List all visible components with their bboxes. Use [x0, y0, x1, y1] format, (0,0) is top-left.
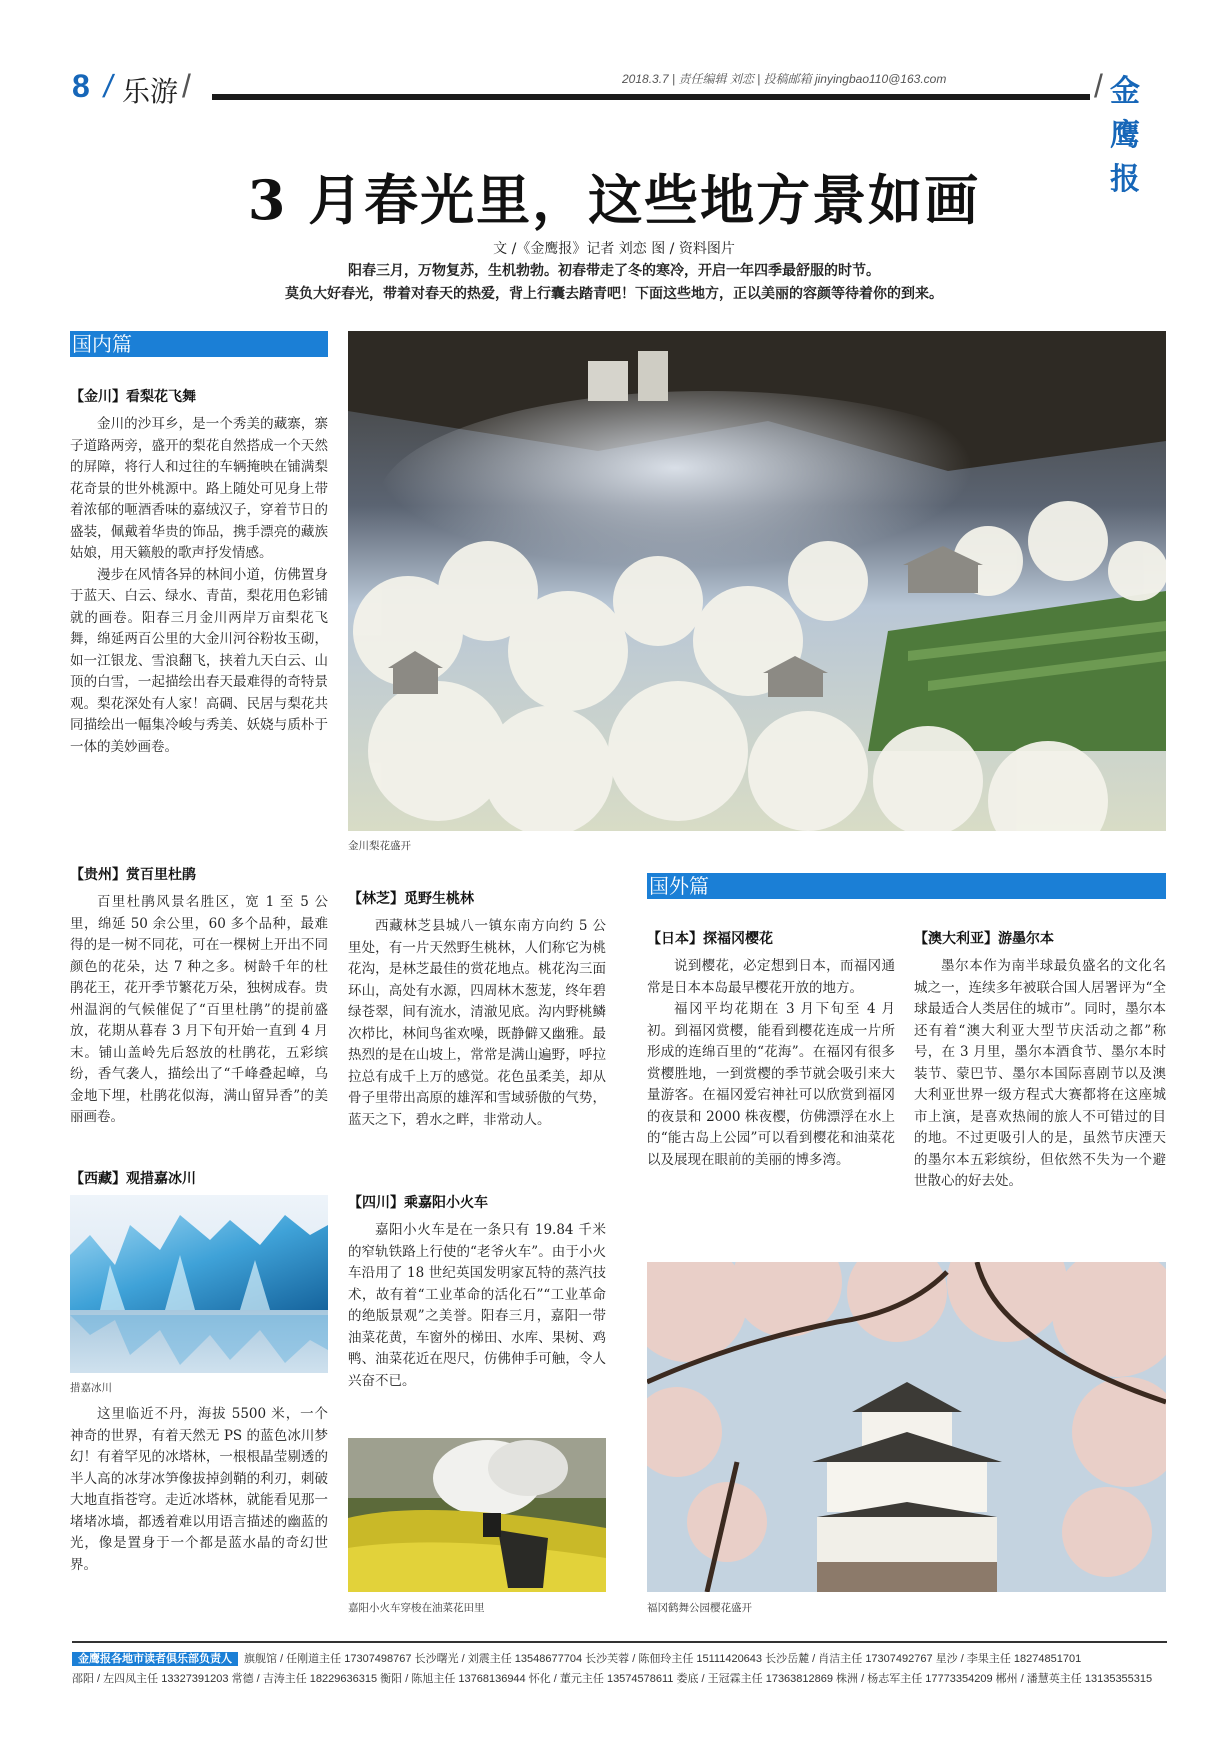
subhead-title: 觅野生桃林 [404, 891, 474, 907]
subhead-title: 看梨花飞舞 [126, 389, 196, 405]
paragraph: 福冈平均花期在 3 月下旬至 4 月初。到福冈赏樱，能看到樱花连成一片所形成的连绵百里的“花海”。在福冈有很多赏樱胜地，一到赏樱的季节就会吸引来大量游客。在福冈爱宕神社可以欣赏到福冈的夜景和 2000 株夜樱，仿佛漂浮在水上的“能古岛上公园”可以看到樱花和油菜花以及展现在眼前的美丽的博多湾。 [647, 1001, 895, 1168]
page-header [72, 62, 1167, 197]
fukuoka-castle-photo [647, 1262, 1166, 1592]
tibet-heading [70, 1168, 196, 1188]
region-tag: 【澳大利亚】 [914, 931, 998, 947]
japan-heading [647, 928, 773, 948]
paragraph: 百里杜鹃风景名胜区，宽 1 至 5 公里，绵延 50 余公里，60 多个品种，最难得的是一树不同花，可在一棵树上开出不同颜色的花朵，达 7 种之多。树龄千年的杜鹃花王，花开季节繁花万朵，独树成春。贵州温润的气候催促了“百里杜鹃”的提前盛放，花期从暮春 3 月下旬开始一直到 4 月末。铺山盖岭先后怒放的杜鹃花，五彩缤纷，香气袭人，描绘出了“千峰叠起嶂，乌金地下埋，杜鹃花似海，满山留异香”的美丽画卷。 [70, 894, 328, 1125]
subhead-title: 探福冈樱花 [703, 931, 773, 947]
paragraph: 漫步在风情各异的林间小道，仿佛置身于蓝天、白云、绿水、青苗，梨花用色彩铺就的画卷。阳春三月金川两岸万亩梨花飞舞，绵延两百公里的大金川河谷粉妆玉砌，如一江银龙、雪浪翻飞，挟着九天白云、山顶的白雪，一起描绘出春天最难得的奇特景观。梨花深处有人家！高碉、民居与梨花共同描绘出一幅集冷峻与秀美、妖娆与质朴于一体的美妙画卷。 [70, 566, 328, 755]
region-tag: 【四川】 [348, 1195, 404, 1211]
byline: 文 /《金鹰报》记者 刘恋 图 / 资料图片 [493, 241, 735, 257]
article-intro [0, 260, 1228, 306]
paragraph: 金川的沙耳乡，是一个秀美的藏寨，寨子道路两旁，盛开的梨花自然搭成一个天然的屏障，将行人和过往的车辆掩映在铺满梨花奇景的世外桃源中。路上随处可见身上带着浓郁的咂酒香味的嘉绒汉子，穿着节日的盛装，佩戴着华贵的饰品，携手漂亮的藏族姑娘，用天籁般的歌声抒发情感。 [70, 416, 328, 561]
divider: / [100, 68, 117, 104]
guizhou-heading [70, 864, 196, 884]
japan-body [647, 956, 895, 1171]
australia-heading [914, 928, 1054, 948]
region-tag: 【贵州】 [70, 867, 126, 883]
nyingchi-heading [348, 888, 474, 908]
guizhou-body [70, 892, 328, 1129]
footer-rule [72, 1641, 1167, 1643]
nyingchi-body [348, 916, 606, 1131]
abroad-banner: 国外篇 [647, 873, 1166, 899]
jinchuan-heading [70, 386, 196, 406]
paragraph: 墨尔本作为南半球最负盛名的文化名城之一，连续多年被联合国人居署评为“全球最适合人类居住的城市”。同时，墨尔本还有着“澳大利亚大型节庆活动之都”称号，在 3 月里，墨尔本酒食节、墨尔本时装节、蒙巴节、墨尔本国际喜剧节以及澳大利亚世界一级方程式大赛都将在这座城市上演，是喜欢热闹的旅人不可错过的目的地。不过更吸引人的是，虽然节庆湮天的墨尔本五彩缤纷，但依然不失为一个避世散心的好去处。 [914, 958, 1166, 1189]
photo-caption: 嘉阳小火车穿梭在油菜花田里 [348, 1602, 485, 1614]
divider: / [182, 68, 191, 104]
brand-logo: 金鹰报 [1110, 74, 1139, 197]
region-tag: 【金川】 [70, 389, 126, 405]
photo-caption: 福冈鹤舞公园樱花盛开 [647, 1602, 752, 1614]
article-title: 3 月春光里，这些地方景如画 [247, 168, 981, 232]
sichuan-body [348, 1220, 606, 1392]
region-tag: 【西藏】 [70, 1171, 126, 1187]
photo-caption: 措嘉冰川 [70, 1382, 112, 1394]
page-number: 8 [72, 68, 90, 104]
divider: / [1094, 68, 1103, 104]
footer-label: 金鹰报各地市读者俱乐部负责人 [72, 1652, 238, 1666]
section-name: 乐游 [122, 75, 179, 108]
intro-line: 莫负大好春光，带着对春天的热爱，背上行囊去踏青吧！下面这些地方，正以美丽的容颜等待着你的到来。 [285, 286, 943, 302]
paragraph: 这里临近不丹，海拔 5500 米，一个神奇的世界，有着天然无 PS 的蓝色冰川梦幻！有着罕见的冰塔林，一根根晶莹剔透的半人高的冰芽冰笋像拔掉剑鞘的利刃，刺破大地直指苍穹。走近冰塔林，就能看见那一堵堵冰墙，都透着难以用语言描述的幽蓝的光，像是置身于一个都是蓝水晶的奇幻世界。 [70, 1406, 328, 1573]
issue-meta: 2018.3.7 | 责任编辑 刘恋 | 投稿邮箱 jinyingbao110@163.com [622, 72, 947, 86]
subhead-title: 观措嘉冰川 [126, 1171, 196, 1187]
footer-contacts: 邵阳 / 左四凤主任 13327391203 常德 / 吉涛主任 18229636315 衡阳 / 陈旭主任 13768136944 怀化 / 董元主任 13574578611 娄底 / 王冠霖主任 17363812869 株洲 / 杨志军主任 17773354209 郴州 / 潘慧英主任 13135355315 [72, 1673, 1153, 1685]
sichuan-heading [348, 1192, 488, 1212]
footer-row [72, 1650, 1167, 1666]
region-tag: 【林芝】 [348, 891, 404, 907]
photo-caption: 金川梨花盛开 [348, 840, 411, 852]
footer-contacts: 旗舰馆 / 任刚道主任 17307498767 长沙曙光 / 刘震主任 13548677704 长沙芙蓉 / 陈佃玲主任 15111420643 长沙岳麓 / 肖洁主任 17307492767 星沙 / 李果主任 18274851701 [244, 1653, 1082, 1665]
intro-line: 阳春三月，万物复苏，生机勃勃。初春带走了冬的寒冷，开启一年四季最舒服的时节。 [348, 263, 880, 279]
paragraph: 嘉阳小火车是在一条只有 19.84 千米的窄轨铁路上行使的“老爷火车”。由于小火车沿用了 18 世纪英国发明家瓦特的蒸汽技术，故有着“工业革命的活化石”“工业革命的绝版景观”之美誉。阳春三月，嘉阳一带油菜花黄，车窗外的梯田、水库、果树、鸡鸭、油菜花近在咫尺，仿佛伸手可触，令人兴奋不已。 [348, 1222, 606, 1389]
australia-body [914, 956, 1166, 1193]
header-rule [212, 94, 1090, 100]
subhead-title: 乘嘉阳小火车 [404, 1195, 488, 1211]
footer-row [72, 1670, 1167, 1686]
jinchuan-body [70, 414, 328, 758]
tibet-body [70, 1404, 328, 1576]
subhead-title: 赏百里杜鹃 [126, 867, 196, 883]
domestic-banner: 国内篇 [70, 331, 328, 357]
pear-blossom-photo [348, 331, 1166, 831]
paragraph: 西藏林芝县城八一镇东南方向约 5 公里处，有一片天然野生桃林，人们称它为桃花沟，是林芝最佳的赏花地点。桃花沟三面环山，高处有水源，四周林木葱茏，终年碧绿苍翠，间有流水，清澈见底。沟内野桃鳞次栉比，林间鸟雀欢噪，既静僻又幽雅。最热烈的是在山坡上，常常是满山遍野，呼拉拉总有成千上万的感觉。花色虽柔美，却从骨子里带出高原的雄浑和雪域骄傲的气势，蓝天之下，碧水之畔，非常动人。 [348, 918, 606, 1128]
train-photo [348, 1438, 606, 1592]
paragraph: 说到樱花，必定想到日本，而福冈通常是日本本岛最早樱花开放的地方。 [647, 958, 895, 996]
region-tag: 【日本】 [647, 931, 703, 947]
subhead-title: 游墨尔本 [998, 931, 1054, 947]
glacier-photo [70, 1195, 328, 1373]
